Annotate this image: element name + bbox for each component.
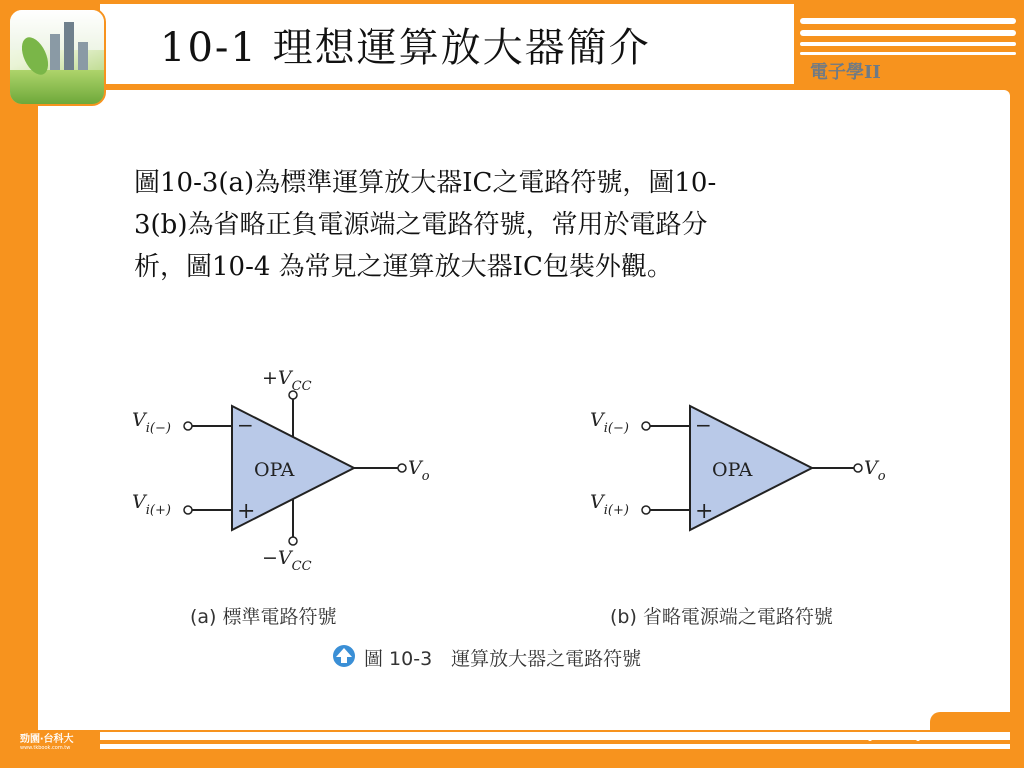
- header-stripes: [800, 8, 1024, 60]
- simplified-opamp-symbol: [590, 406, 886, 530]
- body-paragraph: [134, 162, 874, 288]
- opamp-label-b: OPA: [712, 459, 753, 481]
- input-plus-terminal-b: [642, 506, 650, 514]
- standard-opamp-symbol: [132, 367, 430, 574]
- output-terminal-b: [854, 464, 862, 472]
- city-leaf-thumbnail: [8, 8, 106, 106]
- opamp-label-a: OPA: [254, 459, 295, 481]
- opamp-diagram: [110, 360, 910, 680]
- figure-caption-icon: [333, 645, 355, 667]
- caption-standard: (a) 標準電路符號: [190, 606, 337, 628]
- footer-stripe: [100, 732, 1010, 740]
- course-subtitle: 電子學II: [810, 62, 881, 83]
- output-label-a: $V_o$: [408, 457, 430, 484]
- paragraph-line: 圖10-3(a)為標準運算放大器IC之電路符號，圖10-: [134, 168, 717, 198]
- vcc-minus-label: $-V_{CC}$: [262, 547, 312, 574]
- input-minus-terminal-a: [184, 422, 192, 430]
- footer-dot: [916, 737, 920, 741]
- plus-sign-b: +: [695, 499, 714, 524]
- caption-simplified: (b) 省略電源端之電路符號: [610, 606, 833, 628]
- footer-stripe: [100, 744, 1010, 749]
- opamp-figure: [110, 360, 910, 680]
- logo-text: 勁園‧台科大: [20, 734, 74, 745]
- slide-title: 10-1 理想運算放大器簡介: [160, 25, 651, 71]
- publisher-logo: [20, 730, 73, 751]
- minus-sign-b: −: [695, 413, 712, 437]
- output-terminal-a: [398, 464, 406, 472]
- output-label-b: $V_o$: [864, 457, 886, 484]
- input-minus-label-b: $V_{i(-)}$: [590, 409, 629, 436]
- input-minus-label-a: $V_{i(-)}$: [132, 409, 171, 436]
- vcc-plus-label: $+V_{CC}$: [262, 367, 312, 394]
- input-plus-label-a: $V_{i(+)}$: [132, 491, 171, 518]
- input-minus-terminal-b: [642, 422, 650, 430]
- input-plus-terminal-a: [184, 506, 192, 514]
- logo-url: www.tkbook.com.tw: [20, 745, 71, 751]
- paragraph-line: 析，圖10-4 為常見之運算放大器IC包裝外觀。: [134, 252, 673, 282]
- vcc-minus-terminal: [289, 537, 297, 545]
- paragraph-line: 3(b)為省略正負電源端之電路符號，常用於電路分: [134, 210, 708, 240]
- footer-dot: [868, 737, 872, 741]
- figure-caption: 圖 10-3 運算放大器之電路符號: [364, 648, 642, 670]
- plus-sign-a: +: [237, 499, 256, 524]
- minus-sign-a: −: [237, 413, 254, 437]
- input-plus-label-b: $V_{i(+)}$: [590, 491, 629, 518]
